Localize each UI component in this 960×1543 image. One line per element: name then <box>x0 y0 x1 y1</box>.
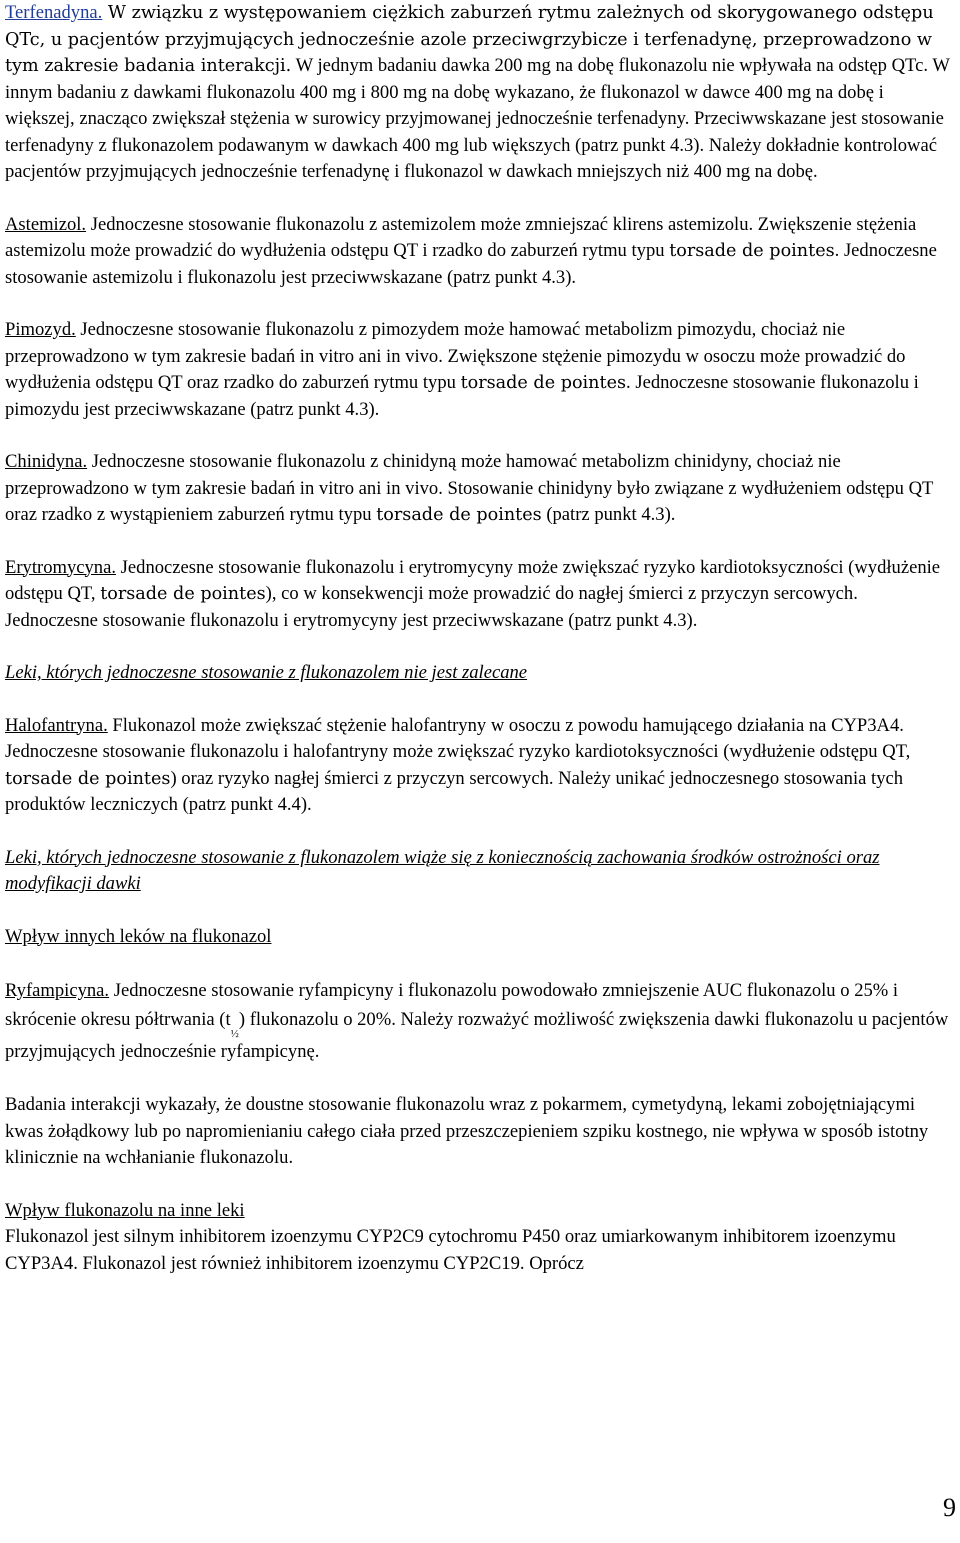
text-chinidyna-torsade: torsade de pointes <box>376 505 542 525</box>
paragraph-terfenadyna <box>5 0 955 186</box>
text-terfenadyna-5: Należy dokładnie kontrolować pacjentów przyjmujących jednocześnie terfenadynę i flukonazol w dawkach mniejszych niż 400 mg na dobę. <box>5 134 937 182</box>
text-pimozyd-torsade: torsade de pointes <box>460 373 627 393</box>
heading-not-recommended-text[interactable]: Leki, których jednoczesne stosowanie z flukonazolem nie jest zalecane <box>5 662 528 683</box>
text-terfenadyna-3: W innym badaniu z dawkami flukonazolu 400 mg i 800 mg na dobę wykazano, że flukonazol w dawce 400 mg na dobę i większej, znacząco zwiększał stężenia w surowicy przyjmowanej jednocześnie terfenadyny. <box>5 55 950 129</box>
paragraph-ryfampicyna <box>5 976 955 1066</box>
heading-pimozyd[interactable]: Pimozyd. <box>5 319 76 340</box>
heading-fluconazole-effect-text[interactable]: Wpływ flukonazolu na inne leki <box>5 1199 245 1221</box>
text-astemizol-torsade: torsade de pointes <box>669 241 835 261</box>
heading-halofantryna[interactable]: Halofantryna. <box>5 714 108 736</box>
heading-fluconazole-effect <box>5 1198 955 1225</box>
text-ryfampicyna-1: Jednoczesne stosowanie ryfampicyny i flukonazolu powodowało zmniejszenie AUC flukonazolu o 25% i skrócenie okresu półtrwania (t <box>5 980 899 1030</box>
heading-other-drugs <box>5 924 955 951</box>
text-terfenadyna-1: W związku z występowaniem ciężkich zaburzeń rytmu zależnych od skorygowanego odstępu QTc, u pacjentów przyjmujących jednocześnie azole przeciwgrzybicze i terfenadynę, przeprowadzono w tym zakresie badania interakcji. <box>5 3 934 76</box>
text-chinidyna-2: (patrz punkt 4.3). <box>541 504 676 525</box>
heading-ryfampicyna[interactable]: Ryfampicyna. <box>5 980 110 1001</box>
text-badania: Badania interakcji wykazały, że doustne stosowanie flukonazolu wraz z pokarmem, cymetydyną, lekami zobojętniającymi kwas żołądkowy lub po napromienianiu całego ciała przed przeszczepieniem szpiku kostnego, nie wpływa w sposób istotny klinicznie na wchłanianie flukonazolu. <box>5 1094 929 1168</box>
text-terfenadyna-2: W jednym badaniu dawka 200 mg na dobę flukonazolu nie wpływała na odstęp QTc. <box>291 55 929 76</box>
paragraph-inhibitor <box>5 1224 955 1277</box>
page-number: 9 <box>943 1493 956 1522</box>
text-terfenadyna-4: Przeciwwskazane jest stosowanie terfenadyny z flukonazolem podawanym w dawkach 400 mg lub większych (patrz punkt 4.3). <box>5 108 944 156</box>
heading-other-drugs-text[interactable]: Wpływ innych leków na flukonazol <box>5 925 272 947</box>
paragraph-astemizol <box>5 212 955 292</box>
text-halofantryna-1: Flukonazol może zwiększać stężenie halofantryny w osoczu z powodu hamującego działania na CYP3A4. Jednoczesne stosowanie flukonazolu i halofantryny może zwiększać ryzyko kardiotoksyczności (wydłużenie odstępu QT, <box>5 714 911 762</box>
text-halofantryna-2: ) oraz ryzyko nagłej śmierci z przyczyn sercowych. Należy unikać jednoczesnego stosowania tych produktów leczniczych (patrz punkt 4.4). <box>5 767 904 815</box>
text-pimozyd-2: . Jednoczesne stosowanie flukonazolu i pimozydu jest przeciwwskazane (patrz punkt 4.3). <box>5 372 919 420</box>
text-astemizol-2: . Jednoczesne stosowanie astemizolu i flukonazolu jest przeciwwskazane (patrz punkt 4.3). <box>5 240 937 288</box>
heading-caution <box>5 845 955 898</box>
text-pimozyd-1: Jednoczesne stosowanie flukonazolu z pimozydem może hamować metabolizm pimozydu, chociaż nie przeprowadzono w tym zakresie badań in vitro ani in vivo. Zwiększone stężenie pimozydu w osoczu może prowadzić do wydłużenia odstępu QT oraz rzadko do zaburzeń rytmu typu <box>5 319 906 393</box>
heading-terfenadyna[interactable]: Terfenadyna. <box>5 2 103 23</box>
text-inhibitor: Flukonazol jest silnym inhibitorem izoenzymu CYP2C9 cytochromu P450 oraz umiarkowanym inhibitorem izoenzymu CYP3A4. Flukonazol jest również inhibitorem izoenzymu CYP2C19. Oprócz <box>5 1226 896 1274</box>
paragraph-badania <box>5 1092 955 1172</box>
half-life-subscript: ½ <box>230 1028 239 1040</box>
heading-chinidyna[interactable]: Chinidyna. <box>5 451 88 472</box>
heading-caution-text[interactable]: Leki, których jednoczesne stosowanie z flukonazolem wiąże się z koniecznością zachowania środków ostrożności oraz modyfikacji dawki <box>5 846 880 894</box>
document-page <box>5 0 955 1277</box>
paragraph-erytromycyna <box>5 555 955 635</box>
text-chinidyna-1: Jednoczesne stosowanie flukonazolu z chinidyną może hamować metabolizm chinidyny, chociaż nie przeprowadzono w tym zakresie badań in vitro ani in vivo. Stosowanie chinidyny było związane z wydłużeniem odstępu QT oraz rzadko z wystąpieniem zaburzeń rytmu typu <box>5 451 934 525</box>
text-ryfampicyna-2: ) flukonazolu o 20%. Należy rozważyć możliwość zwiększenia dawki flukonazolu u pacjentów przyjmujących jednocześnie ryfampicynę. <box>5 1009 949 1062</box>
paragraph-halofantryna <box>5 713 955 819</box>
heading-erytromycyna[interactable]: Erytromycyna. <box>5 556 117 578</box>
paragraph-chinidyna <box>5 449 955 529</box>
text-erytromycyna-torsade: torsade de pointes <box>100 584 266 604</box>
text-halofantryna-torsade: torsade de pointes <box>5 768 171 789</box>
heading-not-recommended <box>5 660 955 687</box>
text-erytromycyna-1: Jednoczesne stosowanie flukonazolu i erytromycyny może zwiększać ryzyko kardiotoksyczności (wydłużenie odstępu QT, <box>5 556 941 604</box>
paragraph-pimozyd <box>5 317 955 423</box>
text-erytromycyna-2: ), co w konsekwencji może prowadzić do nagłej śmierci z przyczyn sercowych. Jednoczesne stosowanie flukonazolu i erytromycyny jest przeciwwskazane (patrz punkt 4.3). <box>5 583 858 631</box>
text-astemizol-1: Jednoczesne stosowanie flukonazolu z astemizolem może zmniejszać klirens astemizolu. Zwiększenie stężenia astemizolu może prowadzić do wydłużenia odstępu QT i rzadko do zaburzeń rytmu typu <box>5 213 917 261</box>
heading-astemizol[interactable]: Astemizol. <box>5 213 87 235</box>
